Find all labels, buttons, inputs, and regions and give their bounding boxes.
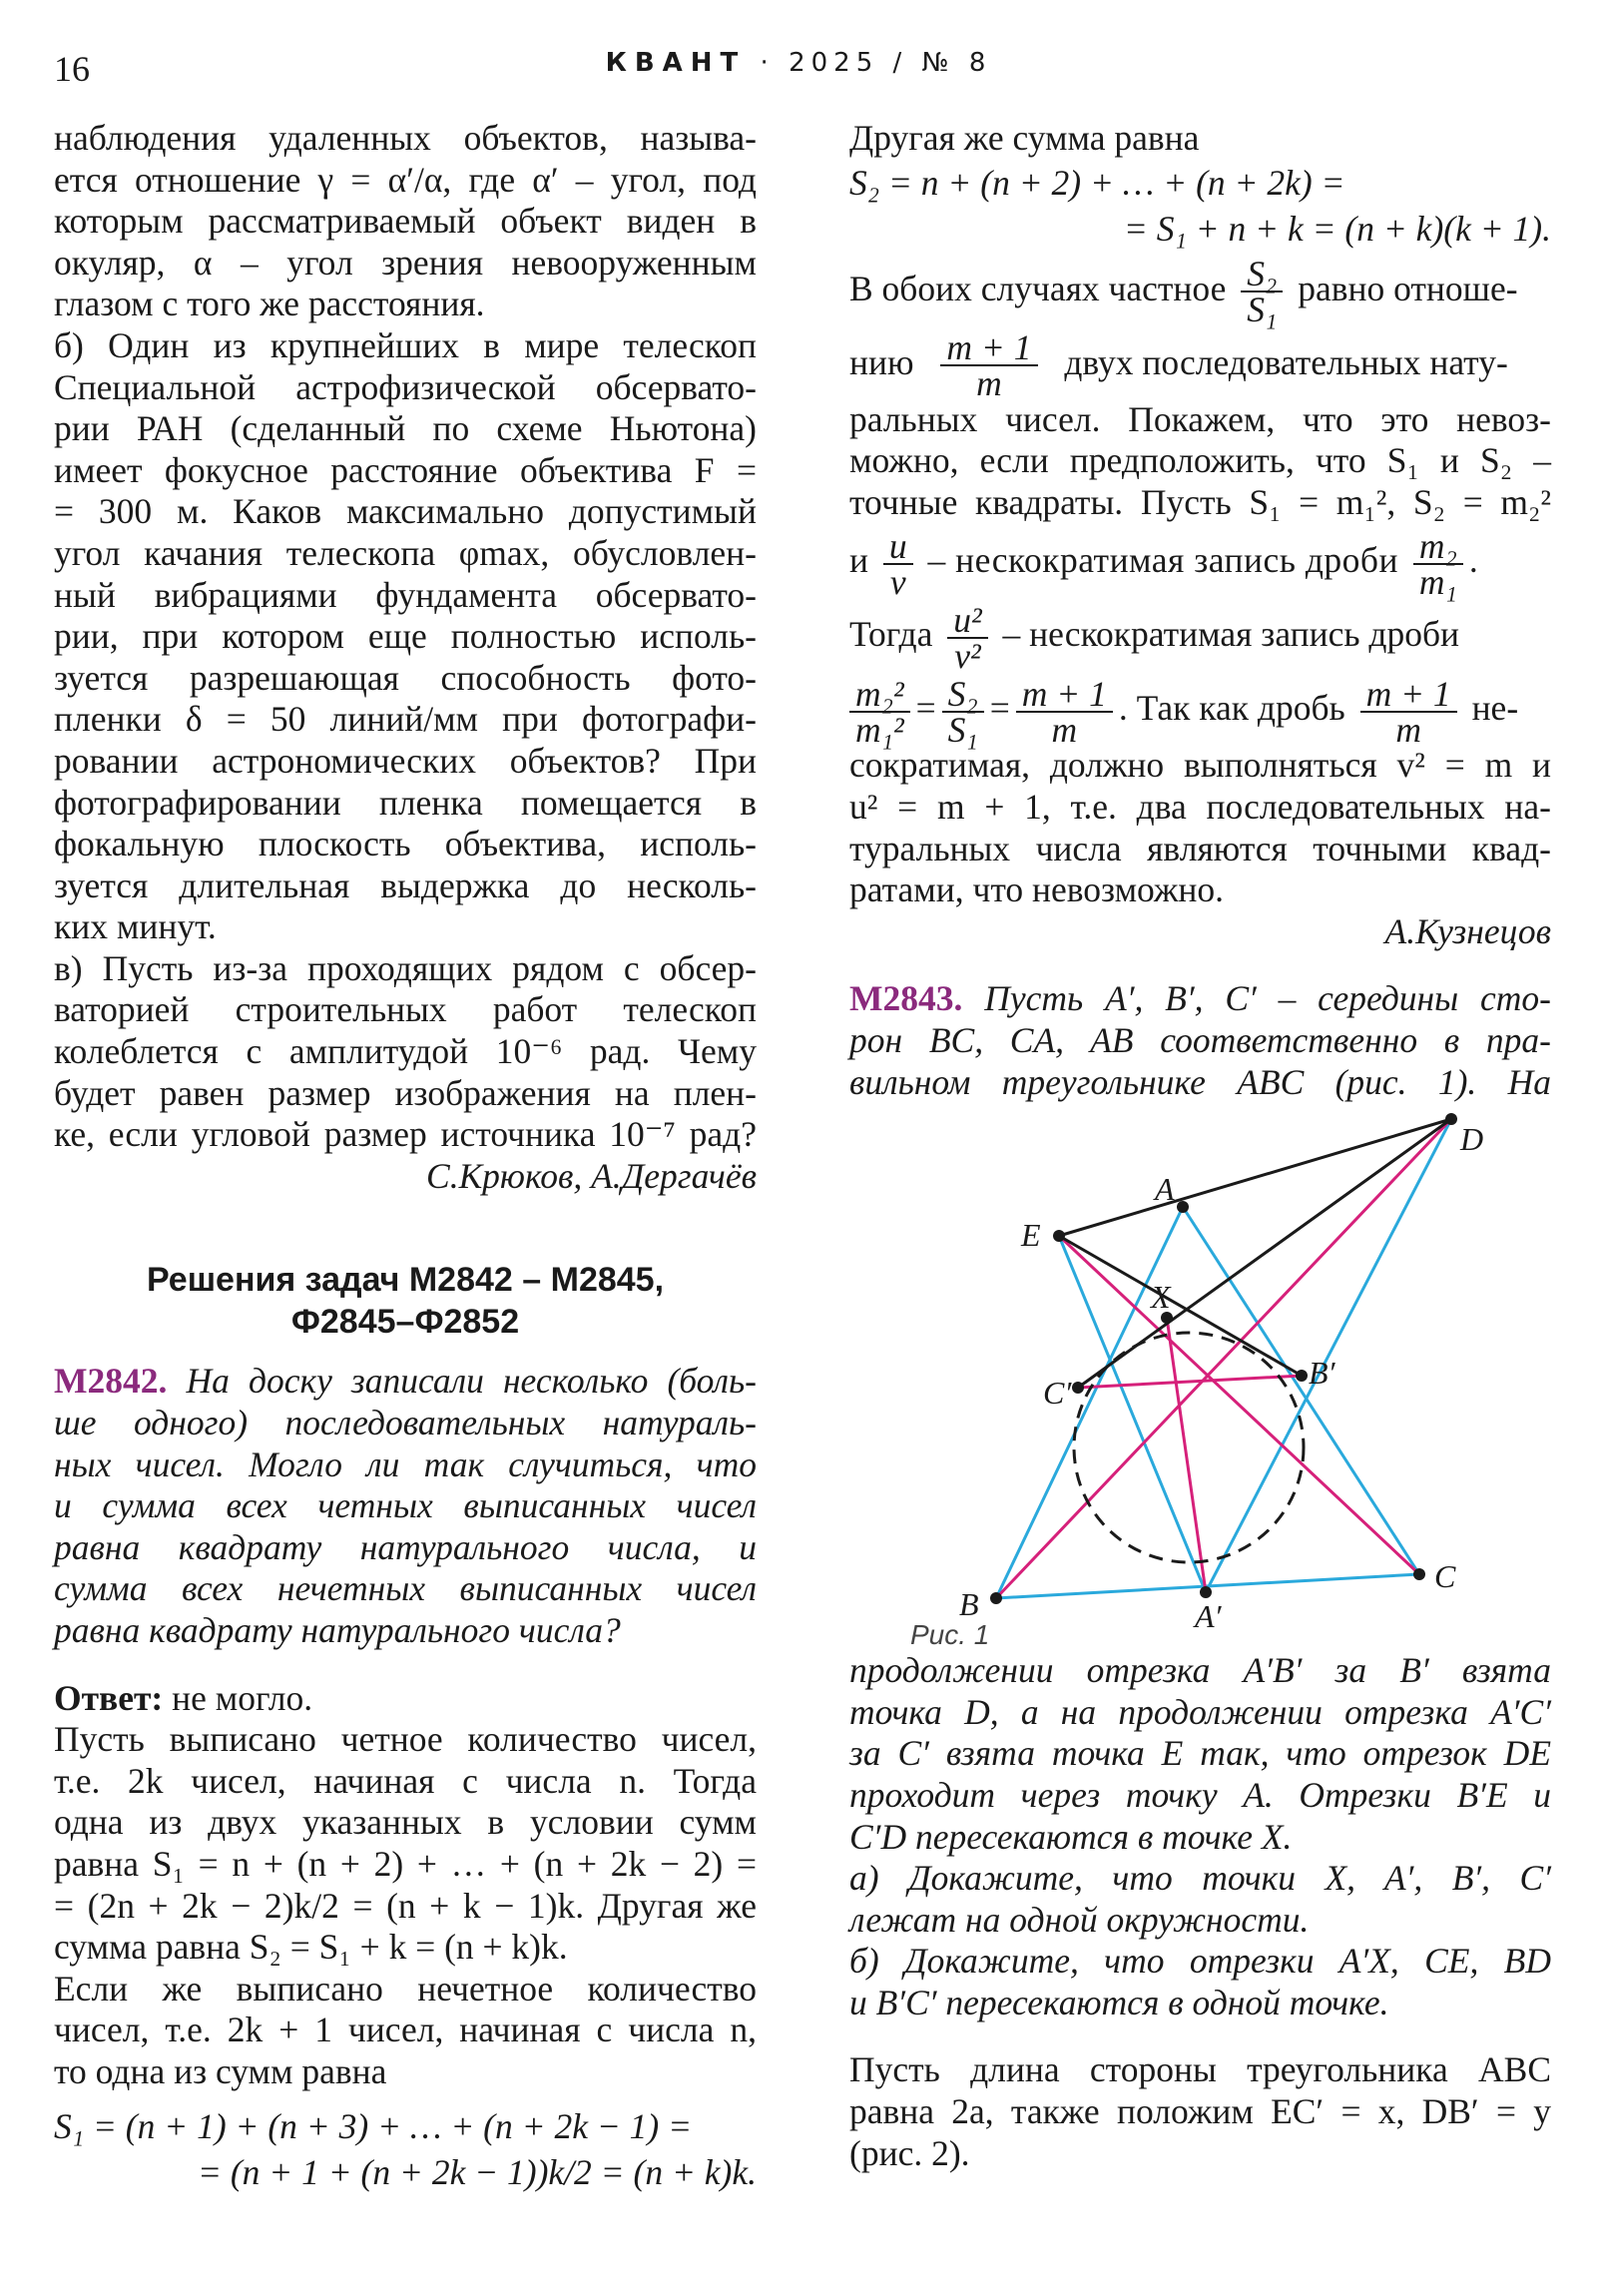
text-line: продолжении отрезка A′B′ за B′ взята xyxy=(849,1650,1551,1691)
text-span: и xyxy=(849,540,868,581)
text-line: ке, если угловой размер источника 10⁻⁷ рад? xyxy=(54,1114,757,1155)
label-X: X xyxy=(1151,1279,1171,1316)
part-v-paragraph xyxy=(54,948,757,1198)
answer-label: Ответ: xyxy=(54,1677,164,1718)
point-D xyxy=(1445,1113,1457,1125)
fraction-den: m xyxy=(1395,710,1421,751)
text-line: ких минут. xyxy=(54,906,217,947)
text-line: которым рассматриваемый объект виден в xyxy=(54,201,757,242)
then-line xyxy=(849,597,1551,677)
text-line: то одна из сумм равна xyxy=(54,2050,387,2091)
fraction-den: v xyxy=(889,562,906,603)
point-C xyxy=(1413,1568,1425,1580)
label-C: C xyxy=(1434,1558,1456,1595)
fraction xyxy=(1360,674,1457,751)
text-span: нию xyxy=(849,341,914,382)
text-line: проходит через точку A. Отрезки B′E и xyxy=(849,1774,1551,1815)
line-DB xyxy=(996,1119,1451,1598)
text-line: рии, при котором еще полностью исполь- xyxy=(54,616,757,657)
fraction-num: m + 1 xyxy=(1360,677,1457,713)
m2843-solution-start xyxy=(849,2049,1551,2174)
equation: = (n + 1 + (n + 2k − 1))k/2 = (n + k)k. xyxy=(197,2151,757,2192)
line-X-Aprime xyxy=(1167,1318,1206,1592)
m2843-statement xyxy=(849,978,1551,1103)
text-line: зуется разрешающая способность фото- xyxy=(54,657,757,698)
text-span: – нескократимая запись дроби xyxy=(1002,614,1460,655)
fraction xyxy=(940,327,1037,404)
irreducible-line: и $\frac{u}{v}$ – нескократимая запись дроби $\frac{\text{m₂}}{\text{m₁}}$ . xyxy=(849,526,1478,603)
label-Cprime: C′ xyxy=(1043,1375,1072,1412)
fraction-den: m₁² xyxy=(855,710,904,751)
fraction xyxy=(942,674,984,751)
text-line: = (2n + 2k − 2)k/2 = (n + k − 1)k. Другая же xyxy=(54,1885,757,1926)
text-span: Пусть A′, B′, C′ – середины сто- xyxy=(984,978,1551,1019)
running-head xyxy=(0,48,1597,78)
section-heading-line: Ф2845–Ф2852 xyxy=(290,1303,520,1342)
right-column xyxy=(849,118,1551,2174)
text-span: равно отноше- xyxy=(1298,268,1518,308)
text-line: ваторией строительных работ телескоп xyxy=(54,989,757,1030)
text-line: ется отношение γ = α′/α, где α′ – угол, под xyxy=(54,159,757,200)
issue-info: · 2025 / № 8 xyxy=(760,48,992,78)
m2843-continuation xyxy=(849,1650,1551,2023)
author: А.Кузнецов xyxy=(1384,910,1551,951)
text-line: и сумма всех четных выписанных чисел xyxy=(54,1485,757,1526)
text-span: На доску записали несколько (боль- xyxy=(186,1361,758,1402)
fraction xyxy=(883,526,913,603)
text-span: двух последовательных нату- xyxy=(1064,341,1508,382)
text-line xyxy=(849,978,1551,1020)
text-span: В обоих случаях частное xyxy=(849,268,1227,308)
line-ED xyxy=(1059,1119,1451,1236)
fraction-den: m xyxy=(976,363,1002,404)
fraction xyxy=(1241,254,1283,330)
text-line: равна квадрату натурального числа? xyxy=(54,1610,621,1650)
text-line: глазом с того же расстояния. xyxy=(54,284,485,324)
text-line: точка D, а на продолжении отрезка A′C′ xyxy=(849,1691,1551,1732)
ratio-line xyxy=(849,325,1551,404)
intro-paragraph xyxy=(54,118,757,325)
text-line: имеет фокусное расстояние объектива F = xyxy=(54,449,757,490)
text-line: ный вибрациями фундамента обсервато- xyxy=(54,574,757,615)
left-column xyxy=(54,118,757,2195)
section-heading xyxy=(54,1259,757,1343)
m2842-solution xyxy=(54,1719,757,2194)
fraction xyxy=(849,674,910,751)
text-line: вильном треугольнике ABC (рис. 1). На xyxy=(849,1061,1551,1102)
problem-tag: М2842. xyxy=(54,1361,168,1402)
text-line: а) Докажите, что точки X, A′, B′, C′ xyxy=(849,1858,1551,1899)
line-E-Aprime xyxy=(1059,1236,1206,1592)
text-line: = 300 м. Каков максимально допустимый xyxy=(54,491,757,532)
problem-tag: М2843. xyxy=(849,978,963,1019)
point-Cprime xyxy=(1072,1382,1084,1394)
figure-1 xyxy=(849,1111,1551,1650)
quotient-line xyxy=(849,252,1551,330)
fraction-num: m₂ xyxy=(1413,529,1463,565)
chain-line: $\frac{\text{m₂²}}{\text{m₁²}}$ = $\frac{\text{S₂}}{\text{S₁}}$ = $\frac{m + 1}{m}$ . Так как дробь $\frac{m + 1}{m}$ не- xyxy=(849,671,1551,745)
fraction-den: m xyxy=(1051,710,1078,751)
text-line: Пусть длина стороны треугольника ABC xyxy=(849,2049,1551,2090)
text-line: ральных чисел. Покажем, что это невоз- xyxy=(849,398,1551,439)
line-Cprime-Bprime xyxy=(1078,1376,1302,1388)
line-E-Bprime xyxy=(1059,1236,1302,1376)
equation: S₁ = (n + 1) + (n + 3) + … + (n + 2k − 1) = xyxy=(54,2105,693,2146)
label-Aprime: A′ xyxy=(1195,1598,1222,1635)
text-line: угол качания телескопа φmax, обусловлен- xyxy=(54,532,757,573)
equation: = S₁ + n + k = (n + k)(k + 1). xyxy=(1123,208,1551,249)
journal-title: КВАНТ xyxy=(605,48,747,78)
text-line: рон BC, CA, AB соответственно в пра- xyxy=(849,1019,1551,1060)
text-line: сумма всех нечетных выписанных чисел xyxy=(54,1568,757,1609)
text-line: равна квадрату натурального числа, и xyxy=(54,1526,757,1567)
fraction-num: m₂² xyxy=(849,677,910,713)
text-span: . Так как дробь xyxy=(1118,688,1345,729)
fraction xyxy=(1413,526,1463,603)
text-line: т.е. 2k чисел, начиная с числа n. Тогда xyxy=(54,1760,757,1801)
figure-caption: Рис. 1 xyxy=(910,1619,990,1651)
section-heading-line: Решения задач М2842 – М2845, xyxy=(146,1261,665,1300)
text-line: равна 2a, также положим EC′ = x, DB′ = y xyxy=(849,2091,1551,2132)
text-line: чисел, т.е. 2k + 1 чисел, начиная с числа n, xyxy=(54,2009,757,2050)
page-number: 16 xyxy=(54,49,90,89)
text-line: сумма равна S₂ = S₁ + k = (n + k)k. xyxy=(54,1927,568,1968)
text-line: пленки δ = 50 линий/мм при фотографи- xyxy=(54,699,757,740)
text-line: б) Один из крупнейших в мире телескоп xyxy=(54,324,757,365)
equation: S₂ = n + (n + 2) + … + (n + 2k) = xyxy=(849,162,1345,203)
fraction-num: S₂ xyxy=(1241,257,1283,292)
text-line: ратами, что невозможно. xyxy=(849,869,1225,910)
text-line: рии РАН (сделанный по схеме Ньютона) xyxy=(54,408,757,449)
text-line: точные квадраты. Пусть S₁ = m₁², S₂ = m₂² xyxy=(849,481,1551,522)
fraction-num: S₂ xyxy=(942,677,984,713)
text-line: (рис. 2). xyxy=(849,2132,970,2173)
point-Bprime xyxy=(1296,1370,1308,1382)
text-line: сократимая, должно выполняться v² = m и xyxy=(849,745,1551,786)
text-line: б) Докажите, что отрезки A′X, CE, BD xyxy=(849,1941,1551,1982)
text-line: u² = m + 1, т.е. два последовательных на- xyxy=(849,786,1551,827)
text-line: Пусть выписано четное количество чисел, xyxy=(54,1719,757,1760)
fraction-num: m + 1 xyxy=(940,330,1037,366)
fraction-num: u² xyxy=(947,603,987,639)
fraction-den: m₁ xyxy=(1418,562,1457,603)
fraction xyxy=(947,600,987,677)
text-line: ных чисел. Могло ли так случиться, что xyxy=(54,1443,757,1484)
text-line: можно, если предположить, что S₁ и S₂ – xyxy=(849,440,1551,481)
authors: С.Крюков, А.Дергачёв xyxy=(426,1155,757,1196)
text-line: и B′C′ пересекаются в одной точке. xyxy=(849,1982,1389,2022)
text-span: не- xyxy=(1471,688,1519,729)
text-line: колеблется с амплитудой 10⁻⁶ рад. Чему xyxy=(54,1031,757,1072)
text-line: Если же выписано нечетное количество xyxy=(54,1968,757,2009)
text-line: фокальную плоскость объектива, исполь- xyxy=(54,824,757,864)
text-line: Специальной астрофизической обсервато- xyxy=(54,366,757,407)
text-line: наблюдения удаленных объектов, называ- xyxy=(54,118,757,158)
text-line: зуется длительная выдержка до несколь- xyxy=(54,864,757,905)
text-line: будет равен размер изображения на плен- xyxy=(54,1072,757,1113)
label-A: A xyxy=(1155,1171,1175,1208)
fraction-den: S₁ xyxy=(947,710,978,751)
text-line: ровании астрономических объектов? При xyxy=(54,740,757,781)
label-E: E xyxy=(1021,1217,1041,1254)
part-b-paragraph xyxy=(54,325,757,948)
point-B xyxy=(990,1592,1002,1604)
text-line: равна S₁ = n + (n + 2) + … + (n + 2k − 2) = xyxy=(54,1843,757,1884)
fraction xyxy=(1016,674,1113,751)
text-span: Тогда xyxy=(849,614,933,655)
text-line: лежат на одной окружности. xyxy=(849,1899,1310,1940)
label-D: D xyxy=(1460,1121,1484,1158)
side-AC xyxy=(1183,1207,1419,1574)
text-line xyxy=(54,1361,757,1403)
label-B: B xyxy=(959,1586,979,1623)
answer-text: не могло. xyxy=(172,1677,313,1718)
point-E xyxy=(1053,1230,1065,1242)
text-span: – нескократимая запись дроби xyxy=(927,540,1398,581)
text-line: окуляр, α – угол зрения невооруженным xyxy=(54,242,757,283)
fraction-den: S₁ xyxy=(1247,289,1278,330)
fraction-num: m + 1 xyxy=(1016,677,1113,713)
point-A xyxy=(1177,1201,1189,1213)
m2842-statement xyxy=(54,1361,757,1651)
text-line: в) Пусть из-за проходящих рядом с обсер- xyxy=(54,947,757,988)
answer-line xyxy=(54,1678,757,1720)
fraction-num: u xyxy=(883,529,913,565)
text-line: Другая же сумма равна xyxy=(849,118,1200,158)
fraction-den: v² xyxy=(954,636,981,677)
text-line: одна из двух указанных в условии сумм xyxy=(54,1802,757,1843)
text-line: за C′ взята точка E так, что отрезок DE xyxy=(849,1733,1551,1774)
text-line: фотографировании пленка помещается в xyxy=(54,782,757,823)
text-line: ше одного) последовательных натураль- xyxy=(54,1403,757,1443)
text-line: туральных числа являются точными квад- xyxy=(849,828,1551,868)
label-Bprime: B′ xyxy=(1309,1355,1335,1392)
text-line: C′D пересекаются в точке X. xyxy=(849,1816,1293,1857)
